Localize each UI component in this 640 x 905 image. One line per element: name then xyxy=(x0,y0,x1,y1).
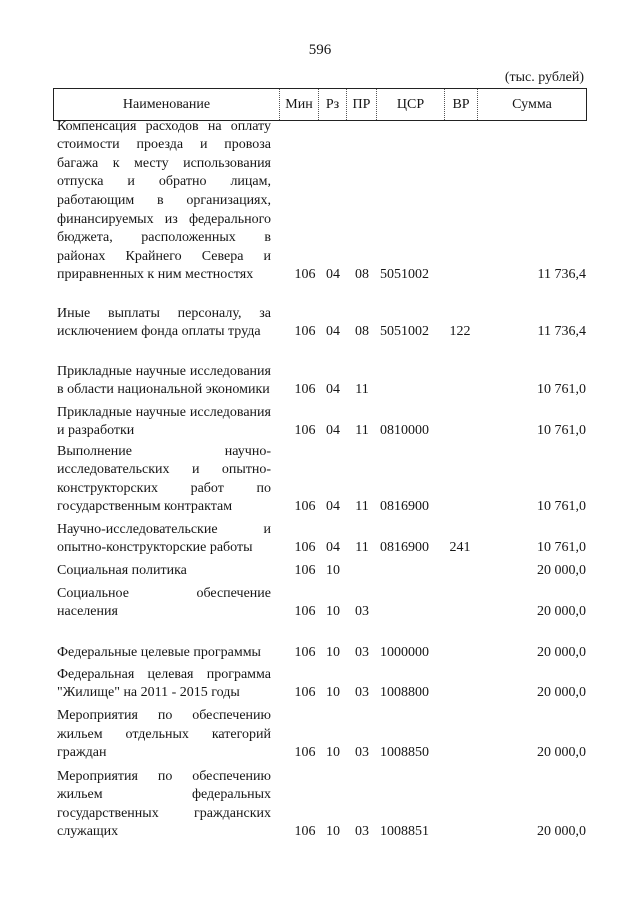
table-row xyxy=(0,562,640,581)
row-min: 106 xyxy=(294,745,316,761)
row-sum: 10 761,0 xyxy=(537,423,586,439)
table-row xyxy=(0,767,640,842)
row-min: 106 xyxy=(294,645,316,661)
row-vr: 241 xyxy=(449,540,471,556)
header-name: Наименование xyxy=(53,89,279,120)
row-rz: 04 xyxy=(326,540,340,556)
row-rz: 04 xyxy=(326,267,340,283)
row-pr: 08 xyxy=(355,267,369,283)
row-pr: 11 xyxy=(355,540,369,556)
row-name: Прикладные научные исследования в области национальной экономики xyxy=(57,363,271,398)
row-sum: 20 000,0 xyxy=(537,745,586,761)
row-name: Иные выплаты персоналу, за исключением фонда оплаты труда xyxy=(57,305,271,340)
row-min: 106 xyxy=(294,824,316,840)
row-sum: 20 000,0 xyxy=(537,604,586,620)
row-min: 106 xyxy=(294,324,316,340)
row-rz: 04 xyxy=(326,499,340,515)
row-rz: 10 xyxy=(326,685,340,701)
row-sum: 11 736,4 xyxy=(537,324,586,340)
table-row xyxy=(0,444,640,517)
table-row xyxy=(0,288,640,342)
row-sum: 20 000,0 xyxy=(537,685,586,701)
row-csr: 5051002 xyxy=(380,324,429,340)
row-pr: 11 xyxy=(355,382,369,398)
table-row xyxy=(0,346,640,400)
header-pr: ПР xyxy=(346,89,376,120)
row-csr: 1008851 xyxy=(380,824,429,840)
row-sum: 10 761,0 xyxy=(537,382,586,398)
row-pr: 03 xyxy=(355,824,369,840)
row-name: Мероприятия по обеспечению жильем отдельных категорий граждан xyxy=(57,708,271,761)
table-row xyxy=(0,626,640,663)
row-pr: 11 xyxy=(355,423,369,439)
header-min: Мин xyxy=(279,89,318,120)
row-csr: 1000000 xyxy=(380,645,429,661)
table-header xyxy=(53,88,587,121)
row-pr: 03 xyxy=(355,745,369,761)
row-min: 106 xyxy=(294,382,316,398)
row-rz: 04 xyxy=(326,324,340,340)
row-pr: 08 xyxy=(355,324,369,340)
row-min: 106 xyxy=(294,685,316,701)
row-rz: 10 xyxy=(326,745,340,761)
row-name: Выполнение научно-исследовательских и опытно-конструкторских работ по государственным контрактам xyxy=(57,443,271,515)
row-pr: 11 xyxy=(355,499,369,515)
table-row xyxy=(0,666,640,703)
row-rz: 10 xyxy=(326,563,340,579)
row-pr: 03 xyxy=(355,645,369,661)
table-row xyxy=(0,521,640,558)
row-sum: 20 000,0 xyxy=(537,824,586,840)
table-row xyxy=(0,707,640,763)
row-csr: 1008800 xyxy=(380,685,429,701)
header-csr: ЦСР xyxy=(376,89,444,120)
row-name: Федеральные целевые программы xyxy=(57,645,261,661)
row-csr: 0816900 xyxy=(380,540,429,556)
row-sum: 10 761,0 xyxy=(537,540,586,556)
header-sum: Сумма xyxy=(477,89,587,120)
row-rz: 10 xyxy=(326,645,340,661)
row-name: Мероприятия по обеспечению жильем федеральных государственных гражданских служащих xyxy=(57,768,271,840)
row-csr: 1008850 xyxy=(380,745,429,761)
page-number: 596 xyxy=(308,42,332,58)
table-row xyxy=(0,404,640,441)
row-pr: 03 xyxy=(355,685,369,701)
row-rz: 10 xyxy=(326,604,340,620)
row-csr: 0816900 xyxy=(380,499,429,515)
table-row xyxy=(0,118,640,285)
row-sum: 20 000,0 xyxy=(537,563,586,579)
row-min: 106 xyxy=(294,423,316,439)
row-sum: 20 000,0 xyxy=(537,645,586,661)
row-csr: 0810000 xyxy=(380,423,429,439)
row-sum: 11 736,4 xyxy=(537,267,586,283)
row-sum: 10 761,0 xyxy=(537,499,586,515)
row-min: 106 xyxy=(294,540,316,556)
row-rz: 10 xyxy=(326,824,340,840)
row-min: 106 xyxy=(294,604,316,620)
table-row xyxy=(0,585,640,622)
row-min: 106 xyxy=(294,563,316,579)
header-rz: Рз xyxy=(318,89,346,120)
row-rz: 04 xyxy=(326,423,340,439)
row-csr: 5051002 xyxy=(380,267,429,283)
row-min: 106 xyxy=(294,267,316,283)
units-label: (тыс. рублей) xyxy=(504,70,584,85)
header-vr: ВР xyxy=(444,89,477,120)
row-min: 106 xyxy=(294,499,316,515)
row-vr: 122 xyxy=(449,324,471,340)
row-rz: 04 xyxy=(326,382,340,398)
row-name: Прикладные научные исследования и разработки xyxy=(57,404,271,439)
row-name: Социальное обеспечение населения xyxy=(57,585,271,620)
row-name: Научно-исследовательские и опытно-конструкторские работы xyxy=(57,521,271,556)
row-name: Социальная политика xyxy=(57,563,187,579)
row-name: Федеральная целевая программа "Жилище" на 2011 - 2015 годы xyxy=(57,666,271,701)
row-pr: 03 xyxy=(355,604,369,620)
row-name: Компенсация расходов на оплату стоимости проезда и провоза багажа к месту использования отпуска и обратно лицам, работающим в организациях, финансируемых из федерального бюджета, расположенных в районах Крайнего Севера и приравненных к ним местностях xyxy=(57,118,271,283)
